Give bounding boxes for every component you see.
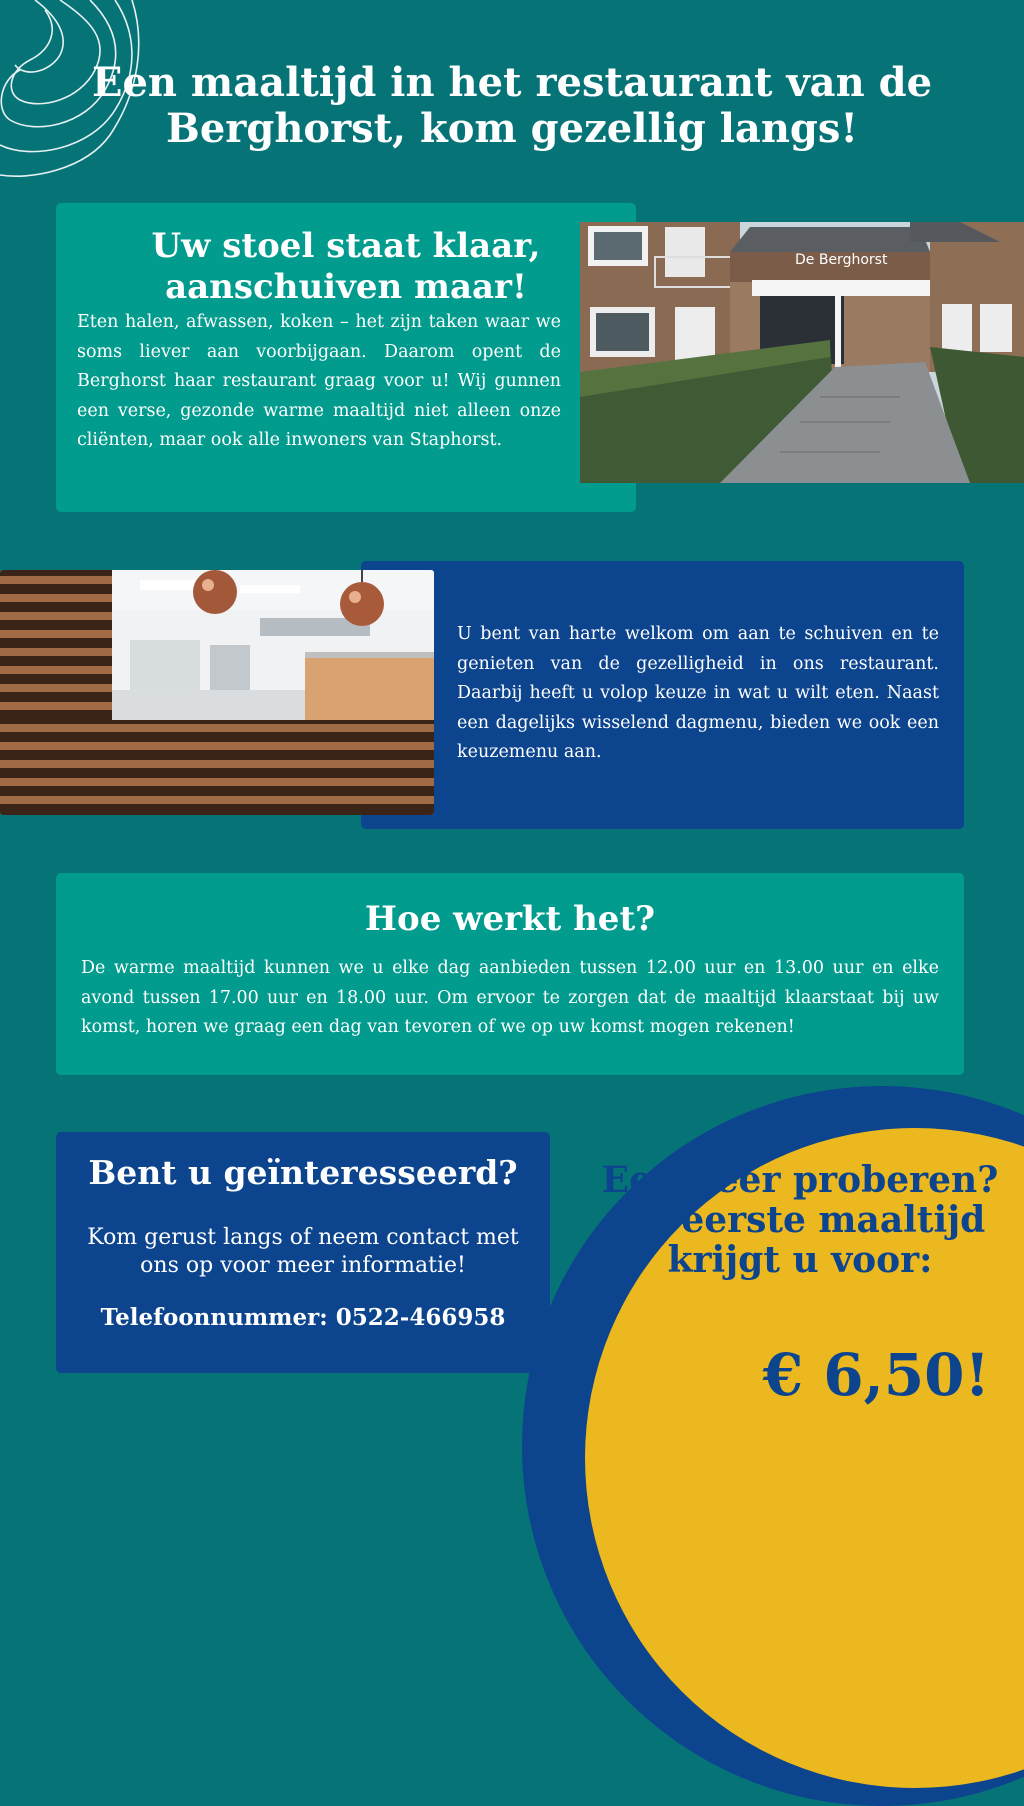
promo-price: € 6,50! [762,1341,990,1409]
contact-card-body: Kom gerust langs of neem contact met ons op voor meer informatie! [87,1225,519,1278]
how-it-works-title: Hoe werkt het? [364,899,656,939]
page-title: Een maaltijd in het restaurant van de Berghorst, kom gezellig langs! [91,59,933,152]
welcome-card-body: U bent van harte welkom om aan te schuiven en te genieten van de gezelligheid in ons restaurant. Daarbij heeft u volop keuze in wat u wilt eten. Naast een dagelijks wisselend dagmenu, bieden we ook een keuzemenu aan. [457,624,939,763]
intro-card-body: Eten halen, afwassen, koken – het zijn taken waar we soms liever aan voorbijgaan. Daarom opent de Berghorst haar restaurant graag voor u! Wij gunnen een verse, gezonde warme maaltijd niet alleen onze cliënten, maar ook alle inwoners van Staphorst. [77,312,561,451]
berghorst-building-photo [580,222,1024,483]
berghorst-sign-text: De Berghorst [795,252,888,268]
contact-phone-number: Telefoonnummer: 0522-466958 [100,1304,506,1331]
promo-text: Een keer proberen? De eerste maaltijd krijgt u voor: [601,1159,999,1281]
how-it-works-body: De warme maaltijd kunnen we u elke dag aanbieden tussen 12.00 uur en 13.00 uur en elke avond tussen 17.00 uur en 18.00 uur. Om ervoor te zorgen dat de maaltijd klaarstaat bij uw komst, horen we graag een dag van tevoren of we op uw komst mogen rekenen! [81,958,939,1038]
contact-card-title: Bent u geïnteresseerd? [88,1153,518,1192]
restaurant-kitchen-photo [0,570,434,815]
intro-card-title: Uw stoel staat klaar, aanschuiven maar! [151,226,541,307]
